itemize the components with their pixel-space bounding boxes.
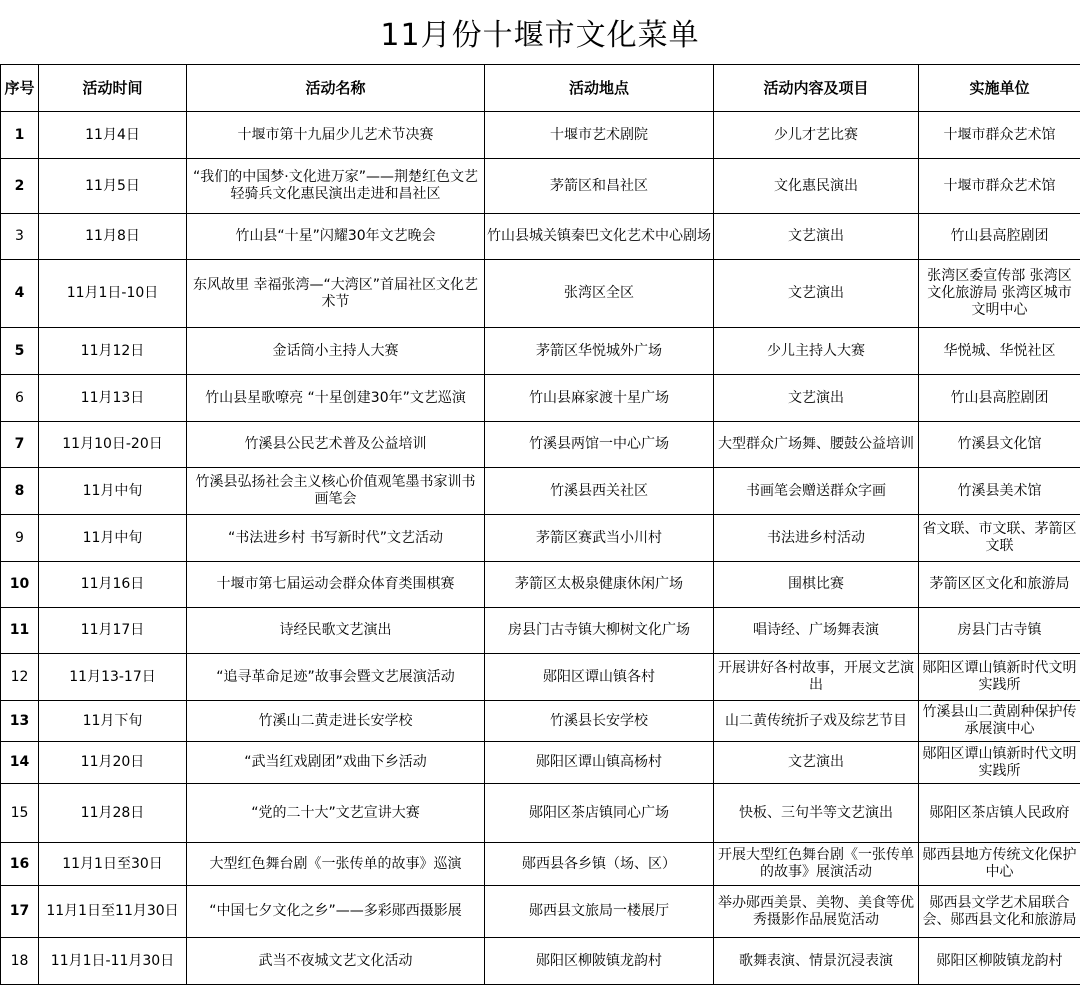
cell-name: “我们的中国梦·文化进万家”——荆楚红色文艺轻骑兵文化惠民演出走进和昌社区 — [187, 159, 485, 214]
cell-no: 18 — [1, 938, 39, 985]
cell-name: 东风故里 幸福张湾—“大湾区”首届社区文化艺术节 — [187, 260, 485, 328]
cell-name: 竹溪县弘扬社会主义核心价值观笔墨书家训书画笔会 — [187, 468, 485, 515]
cell-no: 11 — [1, 608, 39, 654]
cell-time: 11月1日-11月30日 — [39, 938, 187, 985]
cell-name: 竹溪县公民艺术普及公益培训 — [187, 422, 485, 468]
cell-time: 11月13-17日 — [39, 654, 187, 701]
cell-org: 郧西县地方传统文化保护中心 — [919, 843, 1080, 886]
cell-content: 开展大型红色舞台剧《一张传单的故事》展演活动 — [714, 843, 919, 886]
table-row — [1, 260, 1080, 328]
cell-org: 十堰市群众艺术馆 — [919, 159, 1080, 214]
table-row — [1, 468, 1080, 515]
cell-content: 唱诗经、广场舞表演 — [714, 608, 919, 654]
cell-time: 11月12日 — [39, 328, 187, 375]
cell-content: 文艺演出 — [714, 742, 919, 784]
table-row — [1, 375, 1080, 422]
cell-no: 4 — [1, 260, 39, 328]
cell-no: 13 — [1, 701, 39, 742]
cell-content: 山二黄传统折子戏及综艺节目 — [714, 701, 919, 742]
cell-place: 竹溪县长安学校 — [485, 701, 714, 742]
cell-name: “党的二十大”文艺宣讲大赛 — [187, 784, 485, 843]
cell-time: 11月13日 — [39, 375, 187, 422]
cell-no: 12 — [1, 654, 39, 701]
cell-time: 11月10日-20日 — [39, 422, 187, 468]
cell-content: 快板、三句半等文艺演出 — [714, 784, 919, 843]
cell-content: 大型群众广场舞、腰鼓公益培训 — [714, 422, 919, 468]
cell-time: 11月1日至11月30日 — [39, 886, 187, 938]
table-row — [1, 784, 1080, 843]
cell-org: 十堰市群众艺术馆 — [919, 112, 1080, 159]
cell-content: 文艺演出 — [714, 260, 919, 328]
cell-no: 3 — [1, 214, 39, 260]
cell-place: 竹溪县西关社区 — [485, 468, 714, 515]
cell-org: 郧阳区茶店镇人民政府 — [919, 784, 1080, 843]
cell-place: 郧西县各乡镇（场、区） — [485, 843, 714, 886]
cell-no: 15 — [1, 784, 39, 843]
culture-menu-table — [0, 64, 1080, 985]
cell-org: 茅箭区区文化和旅游局 — [919, 562, 1080, 608]
table-row — [1, 112, 1080, 159]
cell-place: 十堰市艺术剧院 — [485, 112, 714, 159]
cell-org: 竹山县高腔剧团 — [919, 214, 1080, 260]
cell-name: 竹山县“十星”闪耀30年文艺晚会 — [187, 214, 485, 260]
cell-place: 竹山县麻家渡十星广场 — [485, 375, 714, 422]
cell-time: 11月下旬 — [39, 701, 187, 742]
header-place: 活动地点 — [485, 65, 714, 112]
table-row — [1, 214, 1080, 260]
cell-time: 11月中旬 — [39, 515, 187, 562]
cell-place: 张湾区全区 — [485, 260, 714, 328]
cell-place: 竹溪县两馆一中心广场 — [485, 422, 714, 468]
cell-name: 竹山县星歌嘹亮 “十星创建30年”文艺巡演 — [187, 375, 485, 422]
cell-time: 11月中旬 — [39, 468, 187, 515]
cell-time: 11月8日 — [39, 214, 187, 260]
table-row — [1, 843, 1080, 886]
table-row — [1, 742, 1080, 784]
cell-org: 张湾区委宣传部 张湾区文化旅游局 张湾区城市文明中心 — [919, 260, 1080, 328]
cell-org: 竹溪县山二黄剧种保护传承展演中心 — [919, 701, 1080, 742]
cell-time: 11月28日 — [39, 784, 187, 843]
cell-content: 文艺演出 — [714, 375, 919, 422]
table-row — [1, 886, 1080, 938]
cell-time: 11月17日 — [39, 608, 187, 654]
cell-content: 围棋比赛 — [714, 562, 919, 608]
cell-content: 文艺演出 — [714, 214, 919, 260]
cell-org: 竹山县高腔剧团 — [919, 375, 1080, 422]
table-row — [1, 159, 1080, 214]
cell-content: 书法进乡村活动 — [714, 515, 919, 562]
table-row — [1, 562, 1080, 608]
cell-time: 11月4日 — [39, 112, 187, 159]
cell-content: 开展讲好各村故事，开展文艺演出 — [714, 654, 919, 701]
cell-no: 5 — [1, 328, 39, 375]
cell-place: 茅箭区太极泉健康休闲广场 — [485, 562, 714, 608]
cell-place: 茅箭区和昌社区 — [485, 159, 714, 214]
header-no: 序号 — [1, 65, 39, 112]
cell-content: 文化惠民演出 — [714, 159, 919, 214]
cell-no: 14 — [1, 742, 39, 784]
cell-place: 郧阳区柳陂镇龙韵村 — [485, 938, 714, 985]
table-row — [1, 328, 1080, 375]
table-row — [1, 701, 1080, 742]
cell-content: 举办郧西美景、美物、美食等优秀摄影作品展览活动 — [714, 886, 919, 938]
cell-org: 竹溪县美术馆 — [919, 468, 1080, 515]
cell-org: 华悦城、华悦社区 — [919, 328, 1080, 375]
cell-no: 2 — [1, 159, 39, 214]
cell-time: 11月5日 — [39, 159, 187, 214]
cell-place: 房县门古寺镇大柳树文化广场 — [485, 608, 714, 654]
table-row — [1, 515, 1080, 562]
cell-name: 十堰市第十九届少儿艺术节决赛 — [187, 112, 485, 159]
cell-place: 茅箭区华悦城外广场 — [485, 328, 714, 375]
cell-time: 11月1日至30日 — [39, 843, 187, 886]
cell-org: 郧阳区谭山镇新时代文明实践所 — [919, 654, 1080, 701]
cell-name: “书法进乡村 书写新时代”文艺活动 — [187, 515, 485, 562]
cell-place: 郧阳区谭山镇各村 — [485, 654, 714, 701]
cell-name: 武当不夜城文艺文化活动 — [187, 938, 485, 985]
cell-no: 17 — [1, 886, 39, 938]
cell-org: 房县门古寺镇 — [919, 608, 1080, 654]
table-row — [1, 654, 1080, 701]
cell-no: 6 — [1, 375, 39, 422]
cell-org: 郧阳区柳陂镇龙韵村 — [919, 938, 1080, 985]
header-time: 活动时间 — [39, 65, 187, 112]
table-row — [1, 938, 1080, 985]
cell-name: “追寻革命足迹”故事会暨文艺展演活动 — [187, 654, 485, 701]
cell-no: 7 — [1, 422, 39, 468]
cell-org: 竹溪县文化馆 — [919, 422, 1080, 468]
cell-no: 16 — [1, 843, 39, 886]
header-content: 活动内容及项目 — [714, 65, 919, 112]
cell-place: 郧阳区谭山镇高杨村 — [485, 742, 714, 784]
cell-time: 11月1日-10日 — [39, 260, 187, 328]
cell-place: 郧阳区茶店镇同心广场 — [485, 784, 714, 843]
cell-no: 1 — [1, 112, 39, 159]
cell-content: 书画笔会赠送群众字画 — [714, 468, 919, 515]
cell-place: 竹山县城关镇秦巴文化艺术中心剧场 — [485, 214, 714, 260]
cell-name: 大型红色舞台剧《一张传单的故事》巡演 — [187, 843, 485, 886]
cell-name: “武当红戏剧团”戏曲下乡活动 — [187, 742, 485, 784]
cell-name: 诗经民歌文艺演出 — [187, 608, 485, 654]
cell-no: 9 — [1, 515, 39, 562]
header-name: 活动名称 — [187, 65, 485, 112]
cell-content: 少儿才艺比赛 — [714, 112, 919, 159]
cell-place: 郧西县文旅局一楼展厅 — [485, 886, 714, 938]
cell-no: 8 — [1, 468, 39, 515]
cell-org: 省文联、市文联、茅箭区文联 — [919, 515, 1080, 562]
cell-name: 竹溪山二黄走进长安学校 — [187, 701, 485, 742]
cell-name: 十堰市第七届运动会群众体育类围棋赛 — [187, 562, 485, 608]
cell-name: “中国七夕文化之乡”——多彩郧西摄影展 — [187, 886, 485, 938]
cell-org: 郧西县文学艺术届联合会、郧西县文化和旅游局 — [919, 886, 1080, 938]
cell-org: 郧阳区谭山镇新时代文明实践所 — [919, 742, 1080, 784]
cell-no: 10 — [1, 562, 39, 608]
page-title: 11月份十堰市文化菜单 — [380, 18, 700, 53]
cell-content: 歌舞表演、情景沉浸表演 — [714, 938, 919, 985]
table-row — [1, 608, 1080, 654]
cell-name: 金话筒小主持人大赛 — [187, 328, 485, 375]
header-row — [1, 65, 1080, 112]
header-org: 实施单位 — [919, 65, 1080, 112]
cell-place: 茅箭区赛武当小川村 — [485, 515, 714, 562]
cell-time: 11月16日 — [39, 562, 187, 608]
table-row — [1, 422, 1080, 468]
cell-time: 11月20日 — [39, 742, 187, 784]
cell-content: 少儿主持人大赛 — [714, 328, 919, 375]
